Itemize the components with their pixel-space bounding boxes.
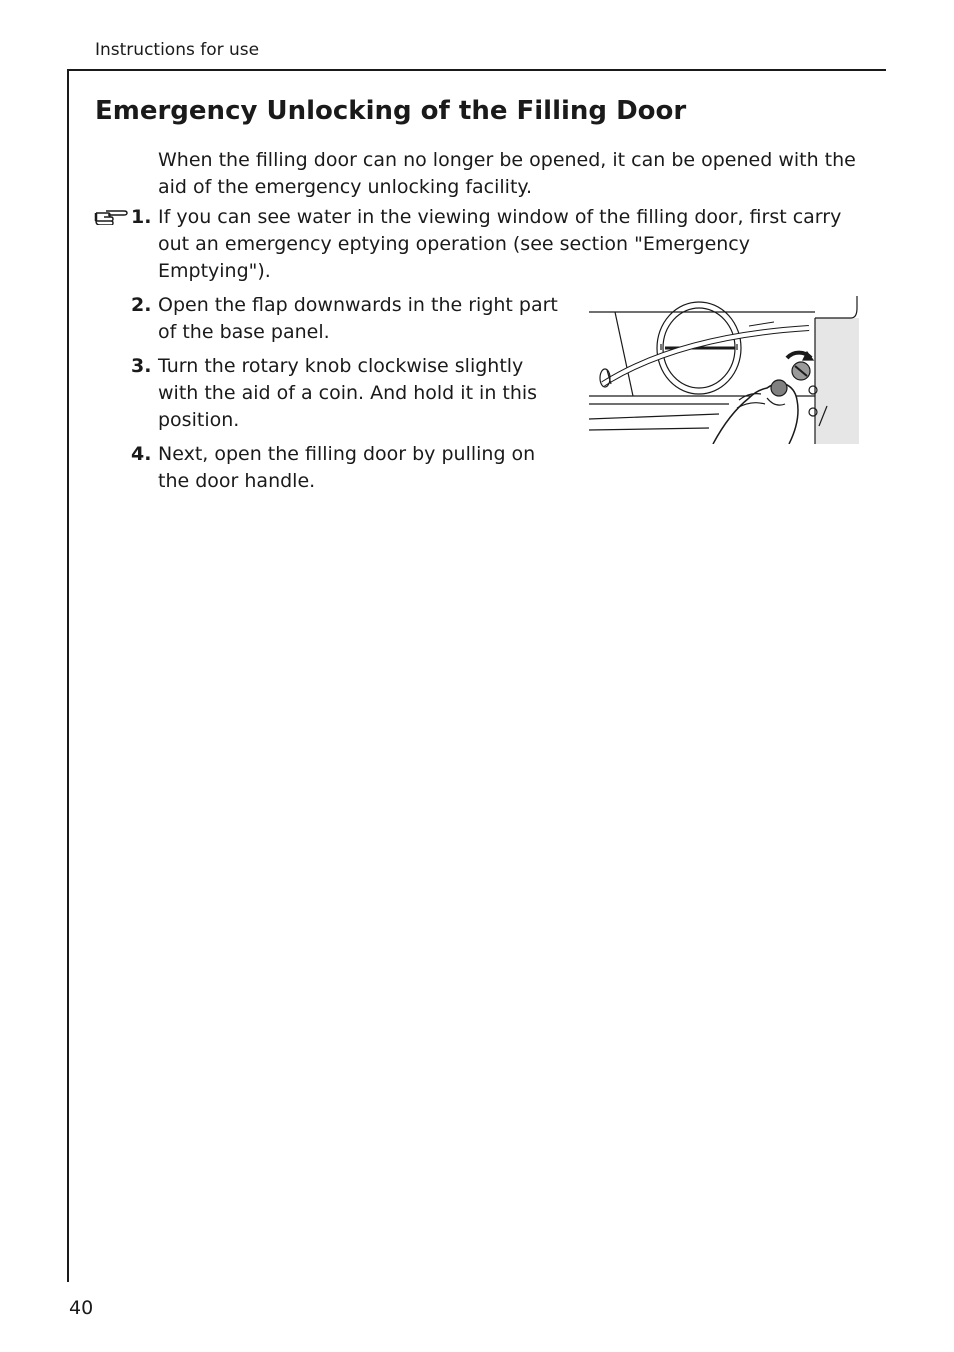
step-number: 3.	[131, 355, 152, 377]
step-text: Open the flap downwards in the right part of the base panel.	[158, 294, 558, 343]
section-title: Emergency Unlocking of the Filling Door	[95, 96, 687, 126]
step-1	[131, 204, 858, 285]
step-number: 1.	[131, 206, 152, 228]
step-2	[131, 292, 558, 346]
header-rule	[69, 69, 886, 71]
emergency-unlock-illustration	[589, 296, 859, 444]
intro-paragraph: When the filling door can no longer be opened, it can be opened with the aid of the emergency unlocking facility.	[158, 149, 856, 198]
step-text: Turn the rotary knob clockwise slightly with the aid of a coin. And hold it in this position.	[158, 355, 538, 431]
step-text: If you can see water in the viewing window of the filling door, first carry out an emergency eptying operation (see section "Emergency Emptying").	[158, 206, 842, 282]
pointing-hand-icon	[94, 207, 128, 225]
step-number: 2.	[131, 294, 152, 316]
running-header: Instructions for use	[95, 40, 260, 60]
page-number: 40	[69, 1297, 94, 1319]
left-margin-rule	[67, 69, 69, 1282]
step-number: 4.	[131, 443, 152, 465]
step-4	[131, 441, 558, 495]
step-text: Next, open the filling door by pulling on the door handle.	[158, 443, 536, 492]
step-3	[131, 353, 558, 434]
